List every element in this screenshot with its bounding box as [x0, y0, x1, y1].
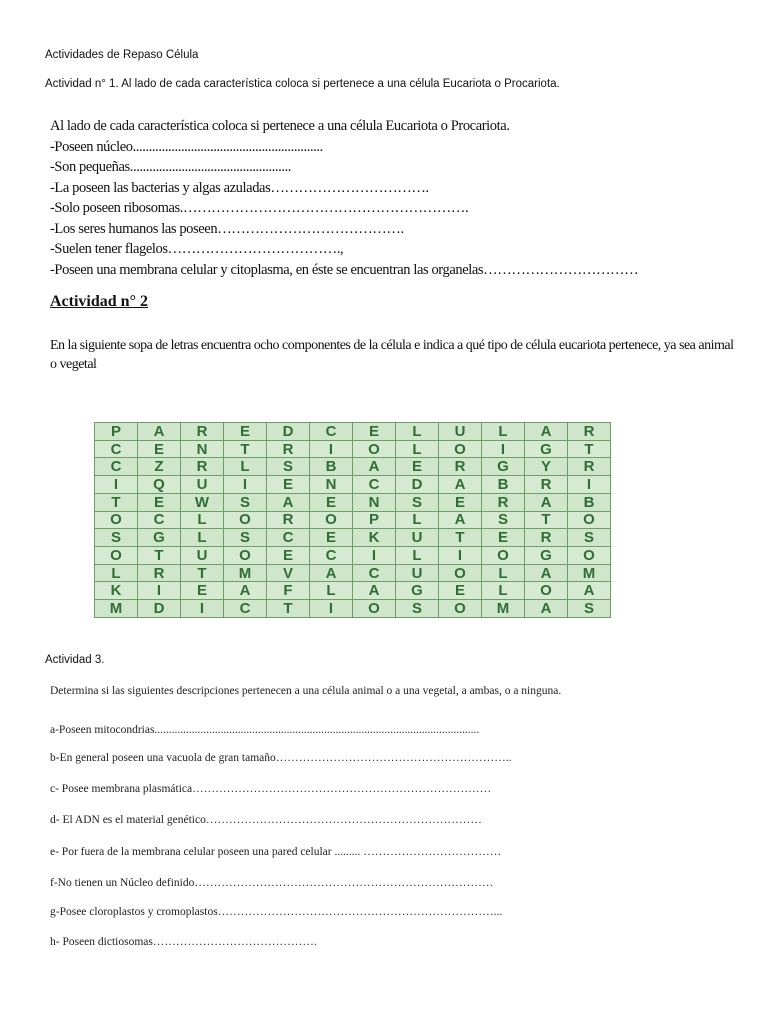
grid-cell: C [224, 600, 267, 618]
grid-cell: A [353, 582, 396, 600]
activity2-heading: Actividad n° 2 [50, 293, 148, 310]
grid-cell: L [482, 564, 525, 582]
activity3-item: h- Poseen dictiosomas……………………………………. [50, 936, 317, 948]
grid-cell: M [568, 564, 611, 582]
grid-cell: O [224, 511, 267, 529]
grid-cell: D [267, 423, 310, 441]
grid-cell: E [224, 423, 267, 441]
grid-cell: I [353, 547, 396, 565]
grid-cell: O [439, 564, 482, 582]
grid-cell: P [353, 511, 396, 529]
grid-row [95, 493, 611, 511]
grid-cell: B [482, 476, 525, 494]
grid-cell: O [439, 600, 482, 618]
grid-cell: G [482, 458, 525, 476]
grid-cell: E [310, 529, 353, 547]
grid-cell: T [568, 440, 611, 458]
grid-cell: U [439, 423, 482, 441]
activity3-instruction: Determina si las siguientes descripciones pertenecen a una célula animal o a una vegetal, a ambas, o a ninguna. [50, 685, 562, 697]
activity3-heading: Actividad 3. [45, 654, 105, 666]
grid-cell: E [267, 476, 310, 494]
grid-cell: A [568, 582, 611, 600]
grid-cell: U [181, 547, 224, 565]
grid-cell: R [525, 529, 568, 547]
grid-cell: I [310, 440, 353, 458]
grid-cell: E [439, 582, 482, 600]
activity2-instruction: En la siguiente sopa de letras encuentra ocho componentes de la célula e indica a qué tipo de célula eucariota pertenece, ya sea animal o vegetal [50, 338, 734, 372]
grid-row [95, 582, 611, 600]
grid-cell: Q [138, 476, 181, 494]
grid-cell: L [310, 582, 353, 600]
grid-cell: C [138, 511, 181, 529]
grid-cell: E [267, 547, 310, 565]
grid-cell: G [525, 440, 568, 458]
activity3-item: a-Poseen mitocondrias................................................................................................................. [50, 724, 480, 736]
grid-cell: T [95, 493, 138, 511]
grid-cell: S [267, 458, 310, 476]
grid-cell: R [267, 440, 310, 458]
grid-cell: K [353, 529, 396, 547]
grid-cell: O [568, 547, 611, 565]
grid-cell: A [525, 600, 568, 618]
word-search-grid [94, 422, 611, 618]
grid-cell: O [95, 511, 138, 529]
grid-cell: O [525, 582, 568, 600]
activity1-item: -Los seres humanos las poseen…………………………………. [50, 220, 404, 237]
grid-row [95, 458, 611, 476]
grid-cell: C [310, 423, 353, 441]
activity1-item: -Solo poseen ribosomas.……………………………………………………. [50, 200, 469, 216]
grid-cell: A [224, 582, 267, 600]
grid-cell: C [353, 476, 396, 494]
grid-cell: R [568, 423, 611, 441]
grid-cell: L [482, 423, 525, 441]
grid-cell: A [267, 493, 310, 511]
activity3-item: c- Posee membrana plasmática…………………………………………………………………… [50, 783, 492, 795]
grid-cell: E [353, 423, 396, 441]
grid-cell: A [525, 423, 568, 441]
grid-cell: I [224, 476, 267, 494]
grid-cell: E [138, 440, 181, 458]
grid-cell: D [396, 476, 439, 494]
grid-cell: T [138, 547, 181, 565]
grid-row [95, 511, 611, 529]
grid-cell: M [482, 600, 525, 618]
grid-cell: S [95, 529, 138, 547]
grid-cell: G [525, 547, 568, 565]
grid-cell: A [439, 511, 482, 529]
grid-cell: O [224, 547, 267, 565]
activity3-item: g-Posee cloroplastos y cromoplastos………………………………………………………………... [50, 906, 503, 918]
grid-cell: B [310, 458, 353, 476]
grid-cell: I [568, 476, 611, 494]
grid-cell: S [224, 493, 267, 511]
grid-cell: S [482, 511, 525, 529]
grid-cell: N [310, 476, 353, 494]
grid-cell: L [95, 564, 138, 582]
grid-cell: T [181, 564, 224, 582]
grid-cell: O [95, 547, 138, 565]
grid-cell: O [568, 511, 611, 529]
activity3-item: f-No tienen un Núcleo definido…………………………………………………………………… [50, 877, 494, 889]
grid-cell: N [353, 493, 396, 511]
grid-cell: T [224, 440, 267, 458]
grid-cell: G [138, 529, 181, 547]
grid-cell: V [267, 564, 310, 582]
grid-cell: R [181, 458, 224, 476]
grid-cell: C [310, 547, 353, 565]
grid-cell: E [439, 493, 482, 511]
grid-cell: A [138, 423, 181, 441]
grid-cell: P [95, 423, 138, 441]
grid-row [95, 547, 611, 565]
grid-cell: E [396, 458, 439, 476]
grid-cell: G [396, 582, 439, 600]
grid-cell: Z [138, 458, 181, 476]
activity3-item: d- El ADN es el material genético……………………………………………………………… [50, 814, 482, 826]
grid-cell: O [353, 440, 396, 458]
grid-cell: A [310, 564, 353, 582]
activity1-heading: Actividad n° 1. Al lado de cada característica coloca si pertenece a una célula Eucariota o Procariota. [45, 78, 560, 90]
grid-cell: U [396, 564, 439, 582]
grid-cell: O [310, 511, 353, 529]
grid-cell: O [482, 547, 525, 565]
grid-cell: R [138, 564, 181, 582]
grid-cell: C [95, 440, 138, 458]
grid-cell: A [525, 493, 568, 511]
grid-cell: F [267, 582, 310, 600]
grid-row [95, 423, 611, 441]
grid-cell: R [568, 458, 611, 476]
grid-cell: L [181, 511, 224, 529]
grid-cell: L [224, 458, 267, 476]
grid-cell: E [138, 493, 181, 511]
activity3-item: b-En general poseen una vacuola de gran tamaño…………………………………………………….. [50, 752, 512, 764]
grid-cell: E [181, 582, 224, 600]
activity1-item: -Poseen una membrana celular y citoplasma, en éste se encuentran las organelas…………………………… [50, 261, 639, 278]
grid-cell: S [568, 600, 611, 618]
grid-cell: L [482, 582, 525, 600]
grid-cell: L [396, 440, 439, 458]
grid-cell: A [525, 564, 568, 582]
grid-cell: R [181, 423, 224, 441]
grid-cell: I [181, 600, 224, 618]
grid-cell: R [439, 458, 482, 476]
grid-cell: L [396, 511, 439, 529]
activity1-instruction: Al lado de cada característica coloca si pertenece a una célula Eucariota o Procariota. [50, 118, 510, 134]
grid-cell: M [224, 564, 267, 582]
grid-cell: S [568, 529, 611, 547]
grid-row [95, 476, 611, 494]
grid-cell: R [525, 476, 568, 494]
grid-cell: T [439, 529, 482, 547]
grid-row [95, 440, 611, 458]
activity1-item: -Son pequeñas.................................................. [50, 159, 292, 175]
grid-cell: D [138, 600, 181, 618]
grid-cell: I [310, 600, 353, 618]
grid-cell: R [482, 493, 525, 511]
grid-cell: I [439, 547, 482, 565]
grid-row [95, 600, 611, 618]
worksheet-title: Actividades de Repaso Célula [45, 49, 199, 61]
grid-cell: S [396, 493, 439, 511]
grid-cell: I [95, 476, 138, 494]
grid-cell: O [353, 600, 396, 618]
grid-cell: C [353, 564, 396, 582]
activity1-list [50, 116, 740, 280]
grid-cell: L [396, 547, 439, 565]
grid-cell: A [439, 476, 482, 494]
grid-cell: I [482, 440, 525, 458]
grid-cell: L [181, 529, 224, 547]
word-search-table [94, 422, 611, 618]
grid-cell: B [568, 493, 611, 511]
grid-cell: M [95, 600, 138, 618]
grid-cell: K [95, 582, 138, 600]
activity1-item: -Poseen núcleo........................................................... [50, 138, 323, 155]
grid-cell: U [396, 529, 439, 547]
grid-cell: E [310, 493, 353, 511]
grid-cell: I [138, 582, 181, 600]
activity3-item: e- Por fuera de la membrana celular poseen una pared celular ......... ……………………………… [50, 846, 502, 858]
grid-cell: U [181, 476, 224, 494]
grid-cell: E [482, 529, 525, 547]
grid-cell: O [439, 440, 482, 458]
grid-cell: A [353, 458, 396, 476]
grid-row [95, 564, 611, 582]
grid-row [95, 529, 611, 547]
grid-cell: W [181, 493, 224, 511]
grid-cell: T [267, 600, 310, 618]
grid-cell: T [525, 511, 568, 529]
grid-cell: S [224, 529, 267, 547]
grid-cell: R [267, 511, 310, 529]
grid-cell: L [396, 423, 439, 441]
grid-cell: S [396, 600, 439, 618]
grid-cell: N [181, 440, 224, 458]
grid-cell: C [267, 529, 310, 547]
grid-cell: C [95, 458, 138, 476]
activity1-item: -La poseen las bacterias y algas azuladas……………………………. [50, 179, 429, 196]
activity1-item: -Suelen tener flagelos………………………………., [50, 241, 344, 257]
grid-cell: Y [525, 458, 568, 476]
